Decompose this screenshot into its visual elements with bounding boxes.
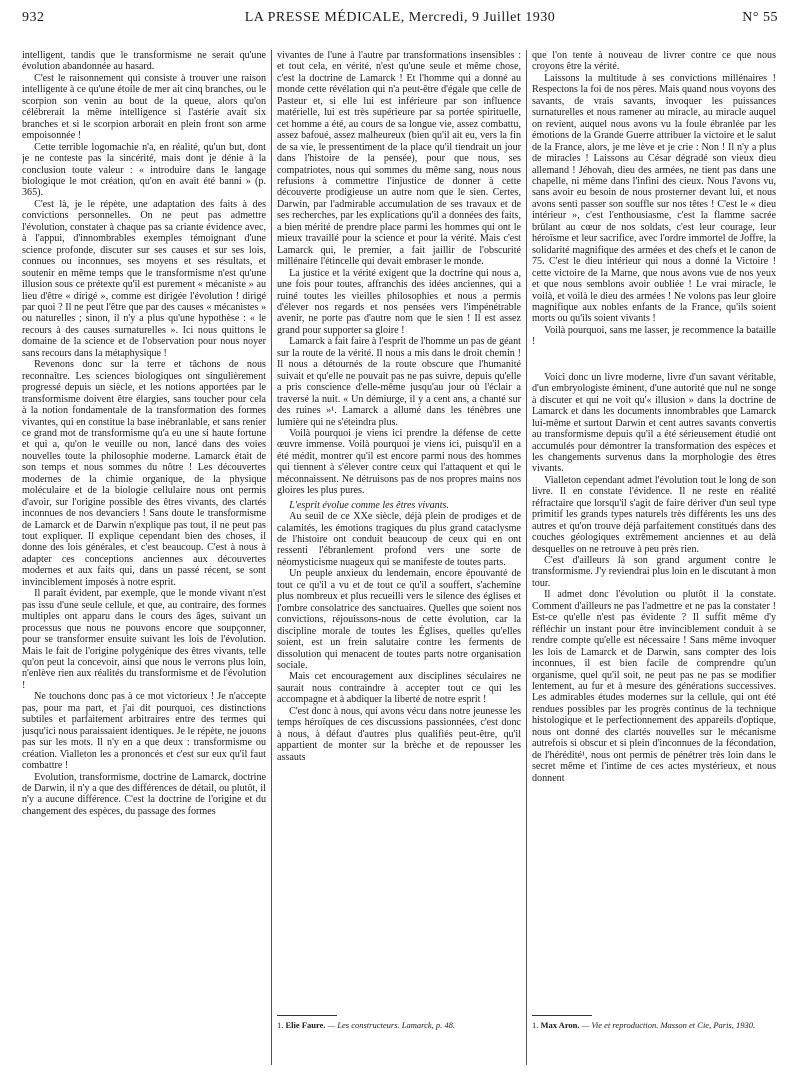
footnote-number: 1. bbox=[532, 1020, 539, 1030]
column-divider bbox=[526, 50, 527, 1065]
footnote-text: — Les constructeurs. Lamarck, p. 48. bbox=[327, 1020, 456, 1030]
footnote bbox=[532, 1020, 776, 1030]
footnote-author: Elie Faure. bbox=[285, 1020, 326, 1030]
paragraph: Mais cet encouragement aux disciplines séculaires ne saurait nous contraindre à accepter tout ce qui les accompagne et à abdiquer la liberté de notre esprit ! bbox=[277, 671, 521, 706]
paragraph: Ne touchons donc pas à ce mot victorieux ! Je n'accepte pas, pour ma part, et j'ai dit pourquoi, ces distinctions subtiles et parfaitement arbitraires entre des termes qui jusqu'ici nous paraissaient identiques. Je le répète, ne jouons pas sur les mots. Il n'y en a que deux : transformisme ou création. Vialleton les a prononcés et c'est sur eux qu'il faut combattre ! bbox=[22, 691, 266, 772]
paragraph: Il admet donc l'évolution ou plutôt il la constate. Comment d'ailleurs ne pas l'admettre et ne pas la constater ! Est-ce qu'elle n'est pas évidente ? Il suffit même d'y réfléchir un instant pour être invinciblement conduit à se rendre compte qu'elle est nécessaire ! Sans même invoquer les lois de Lamarck et de Darwin, sans compter des lois inconnues, il est bien facile de comprendre qu'un organisme, quel qu'il soit, ne peut pas ne pas se modifier lentement, au fur et à mesure des générations successives. Les admirables études modernes sur la cellule, qui ont été rendues possibles par les progrès continus de la technique histologique et le perfectionnement des appareils d'optique, nous ont donné des clartés nouvelles sur le mécanisme autrefois si obscur et si plein d'inconnues de la fécondation, de l'hérédité¹, nous ont permis de pénétrer très loin dans le secret même et l'intime de ces actes mystérieux, et nous donnent bbox=[532, 589, 776, 784]
paragraph: C'est le raisonnement qui consiste à trouver une raison intelligente à ce qu'une étoile de mer ait cinq branches, ou le scorpion son venin au bout de la queue, alors qu'on célébrerait la même intelligence si l'astérie avait six branches et si le scorpion arborait en plein front son arme empoisonnée ! bbox=[22, 72, 266, 142]
issue-number: N° 55 bbox=[742, 10, 778, 25]
paragraph: que l'on tente à nouveau de livrer contre ce que nous croyons être la vérité. bbox=[532, 50, 776, 73]
column-3 bbox=[532, 50, 776, 1010]
paragraph: Il paraît évident, par exemple, que le monde vivant n'est pas issu d'une seule cellule, et que, au contraire, des formes multiples ont apparu dans le cours des âges, suivant un processus que nous ne pouvons encore que soupçonner, pour se transformer ensuite suivant les lois de l'évolution. Mais le fait de l'origine polygénique des êtres vivants, telle qu'on peut la concevoir, ainsi que nous le verrons plus loin, n'enlève rien aux réalités du transformisme et de l'évolution ! bbox=[22, 588, 266, 691]
paragraph: Au seuil de ce XXe siècle, déjà plein de prodiges et de calamités, les émotions tragiques du plus grand cataclysme de l'histoire ont conduit beaucoup de ceux qui en ont ressenti l'ébranlement profond vers une sorte de néomysticisme nuageux qui se manifeste de toutes parts. bbox=[277, 511, 521, 568]
paragraph: Revenons donc sur la terre et tâchons de nous reconnaître. Les sciences biologiques ont singulièrement progressé depuis un siècle, et les notions apportées par le transformisme doivent être élargies, sans toucher pour cela à la notion fondamentale de la transformation des formes vivantes, qui en constitue la base inébranlable, et sans renier ce grand mot de transformisme qu'a eu une si haute fortune et qui a, qu'on le veuille ou non, lancé dans des voies nouvelles toute la philosophie moderne. Lamarck était de son temps et nous sommes du nôtre ! Les découvertes modernes de la chimie organique, de la physique moléculaire et de la biologie cellulaire nous ont permis d'avoir, sur l'origine possible des êtres vivants, des clartés inconnues de nos devanciers ! Sans doute le transformisme de Lamarck et de Darwin n'explique pas tout, il ne peut pas tout expliquer. Il explique cependant bien des choses, il donne des lois générales, et c'est beaucoup. C'est à nous à adapter ces conceptions anciennes aux découvertes modernes et aux faits qui, dans un passé récent, se sont invinciblement imposés à notre esprit. bbox=[22, 359, 266, 588]
paragraph: C'est là, je le répète, une adaptation des faits à des convictions personnelles. On ne peut pas admettre l'évolution, constater à chaque pas sa criante évidence avec, à l'appui, d'innombrables exemples témoignant d'une science profonde, discuter sur ses causes et sur ses lois, connues ou inconnues, ses moyens et ses résultats, et soutenir en même temps que le transformisme n'est qu'une illusion sous ce prétexte qu'il est purement « mécaniste » au lieu d'être « dirigé », comme est dirigée l'évolution ! dirigé par quoi ? Il ne peut l'être que par des causes « mécanistes » ou naturelles ; sinon, il n'y a plus qu'une hypothèse : « le recours à des causes surnaturelles ». Ici nous quittons le domaine de la science et de l'observation pour nous noyer sans recours dans la métaphysique ! bbox=[22, 198, 266, 359]
paragraph: Voilà pourquoi, sans me lasser, je recommence la bataille ! bbox=[532, 324, 776, 348]
column-2 bbox=[277, 50, 521, 805]
paragraph: intelligent, tandis que le transformisme ne serait qu'une évolution abandonnée au hasard. bbox=[22, 50, 266, 73]
paragraph: Lamarck a fait faire à l'esprit de l'homme un pas de géant sur la route de la vérité. Il nous a mis dans le droit chemin ! Il nous a détournés de la route obscure que l'humanité suivait et qu'elle ne pouvait pas ne pas suivre, depuis qu'elle a pris conscience d'elle-même jusqu'au jour où l'éclair a traversé la nuit. « Un démiurge, il y a cent ans, a chanté sur des ruines »¹. Lamarck a allumé dans les ténèbres une lumière qui ne s'éteindra plus. bbox=[277, 336, 521, 428]
paragraph: La justice et la vérité exigent que la doctrine qui nous a, une fois pour toutes, affranchis des idées anciennes, qui a ruiné toutes les vieilles philosophies et nous a permis d'élever nos regards et nos pensées vers l'impénétrable avenir, ne porte pas d'autre nom que le sien ! Il est assez grand pour supporter sa gloire ! bbox=[277, 267, 521, 336]
footnote-author: Max Aron. bbox=[540, 1020, 580, 1030]
paragraph: Vialleton cependant admet l'évolution tout le long de son livre. Il en constate l'évidence. Il ne reste en réalité réfractaire que lorsqu'il s'agit de faire dériver d'un seul type primitif les grands types naturels très différents les uns des autres et qu'on trouve déjà parfaitement constitués dans des couches géologiques extrêmement anciennes et au delà desquelles on ne retrouve à peu près rien. bbox=[532, 474, 776, 555]
paragraph: Voici donc un livre moderne, livre d'un savant véritable, d'un embryologiste éminent, d'une autorité que nul ne songe à discuter et qui ne voit qu'« illusion » dans la doctrine de Lamarck et dans les documents innombrables que Lamarck lui-même et surtout Darwin et cent autres savants convertis au transformisme depuis qu'il a été sérieusement étudié ont accumulés pour démontrer la transformation des espèces et les changements survenus dans la morphologie des êtres vivants. bbox=[532, 371, 776, 475]
footnote-number: 1. bbox=[277, 1020, 284, 1030]
page-header bbox=[22, 6, 778, 32]
paragraph: vivantes de l'une à l'autre par transformations insensibles : et tout cela, en vérité, n'est qu'une seule et même chose, c'est la doctrine de Lamarck ! Et l'homme qui a donné au monde cette révélation qui n'a peut-être d'égale que celle de Pasteur et, si elle lui est inférieure par son influence matérielle, lui est très supérieure par sa portée spirituelle, cet homme a été, au cours de sa longue vie, assez combattu, assez bafoué, assez malheureux (bien qu'il ait eu, vers la fin de sa vie, le pressentiment de la place qu'il tiendrait un jour dans l'histoire de la pensée), pour que nous, ses compatriotes, nous qui sommes du même sang, nous nous refusions à commettre l'injustice de donner à cette découverte prodigieuse un autre nom que le sien. Certes, Darwin, par l'admirable accumulation de ses travaux et de ses recherches, par les explications qu'il a données des faits, a bien mérité de prendre place parmi les hommes qui ont le mieux travaillé pour la science et pour la vérité. Mais c'est Lamarck qui, le premier, a fait jaillir de l'obscurité millénaire l'étincelle qui devait embraser le monde. bbox=[277, 50, 521, 268]
column-1 bbox=[22, 50, 266, 1050]
section-heading: L'esprit évolue comme les êtres vivants. bbox=[289, 499, 449, 511]
journal-title: LA PRESSE MÉDICALE, Mercredi, 9 Juillet 1930 bbox=[244, 10, 556, 25]
column-divider bbox=[271, 50, 272, 1065]
paragraph: Un peuple anxieux du lendemain, encore épouvanté de tout ce qu'il a vu et de tout ce qu'il a souffert, s'achemine plus nombreux et plus recueilli vers le silence des églises et l'ombre consolatrice des sanctuaires. Quelles que soient nos convictions, réjouissons-nous de cette évolution, car la discipline morale de toutes les Églises, quelles qu'elles soient, est un frein salutaire contre les ferments de dissolution qui menacent de toutes parts notre organisation sociale. bbox=[277, 568, 521, 672]
footnote-text: — Vie et reproduction. Masson et Cie, Paris, 1930. bbox=[581, 1020, 756, 1030]
paragraph: Evolution, transformisme, doctrine de Lamarck, doctrine de Darwin, il n'y a que des différences de détail, ou plutôt, il n'y a aucune différence. C'est la doctrine de l'origine et du changement des espèces, du passage des formes bbox=[22, 771, 266, 817]
page-number: 932 bbox=[22, 10, 45, 25]
paragraph: Cette terrible logomachie n'a, en réalité, qu'un but, dont je ne conteste pas la sincérité, mais dont je dénie à la conclusion toute valeur : « introduire dans le langage biologique le mot création, qu'on en avait été banni » (p. 365). bbox=[22, 141, 266, 199]
paragraph: Voilà pourquoi je viens ici prendre la défense de cette œuvre immense. Voilà pourquoi je viens ici, puisqu'il en a été médit, montrer qu'il est encore parmi nous des hommes qui tiennent à s'élever contre ceux qui l'attaquent et qui le méconnaissent. Ne détruisons pas de nos propres mains nos gloires les plus pures. bbox=[277, 427, 521, 497]
footnote-rule bbox=[277, 1015, 337, 1016]
footnote-rule bbox=[532, 1015, 592, 1016]
section-gap bbox=[532, 348, 776, 372]
paragraph: Laissons la multitude à ses convictions millénaires ! Respectons la foi de nos pères. Mais quand nous voyons des savants, de vrais savants, invoquer les puissances surnaturelles et nous ramener au miracle, au miracle auquel on revient, auquel nous avons vu la foule ébranlée par les émotions de la Grande Guerre attribuer la victoire et le salut de la France, alors, je me lève et je crie : Non ! Il n'y a plus de miracles ! Laissons au César dégradé son vieux dieu allemand ! Jéhovah, dieu des armées, ne tient pas dans une chapelle, ni même dans l'infini des cieux. Nous l'avons vu, sans avoir eu besoin de nous prosterner devant lui, et nous avons senti passer son souffle sur nos têtes ! C'est le « dieu intérieur », c'est l'enthousiasme, c'est la flamme sacrée brûlant au cœur de nos soldats, c'est leur courage, leur héroïsme et leur sacrifice, avec l'ordre immortel de Joffre, la solidarité magnifique des armées et des chefs et le canon de 75. C'est le dieu intérieur qui nous a donné la Victoire ! cette victoire de la Marne, que nous avons vue de nos yeux et que nous semblons avoir oubliée ! Le vrai miracle, le voilà, et voilà le dieu des armées ! Ne volons pas leur gloire magnifique aux nobles enfants de la France, qu'ils soient morts ou qu'ils soient vivants ! bbox=[532, 72, 776, 325]
paragraph: C'est donc à nous, qui avons vécu dans notre jeunesse les temps héroïques de ces discussions passionnées, c'est donc à nous, à défaut d'autres plus qualifiés peut-être, qu'il appartient de monter sur la brèche et de repousser les assauts bbox=[277, 705, 521, 763]
footnote bbox=[277, 1020, 521, 1030]
paragraph: C'est d'ailleurs là son grand argument contre le transformisme. J'y reviendrai plus loin en le discutant à mon tour. bbox=[532, 555, 776, 589]
